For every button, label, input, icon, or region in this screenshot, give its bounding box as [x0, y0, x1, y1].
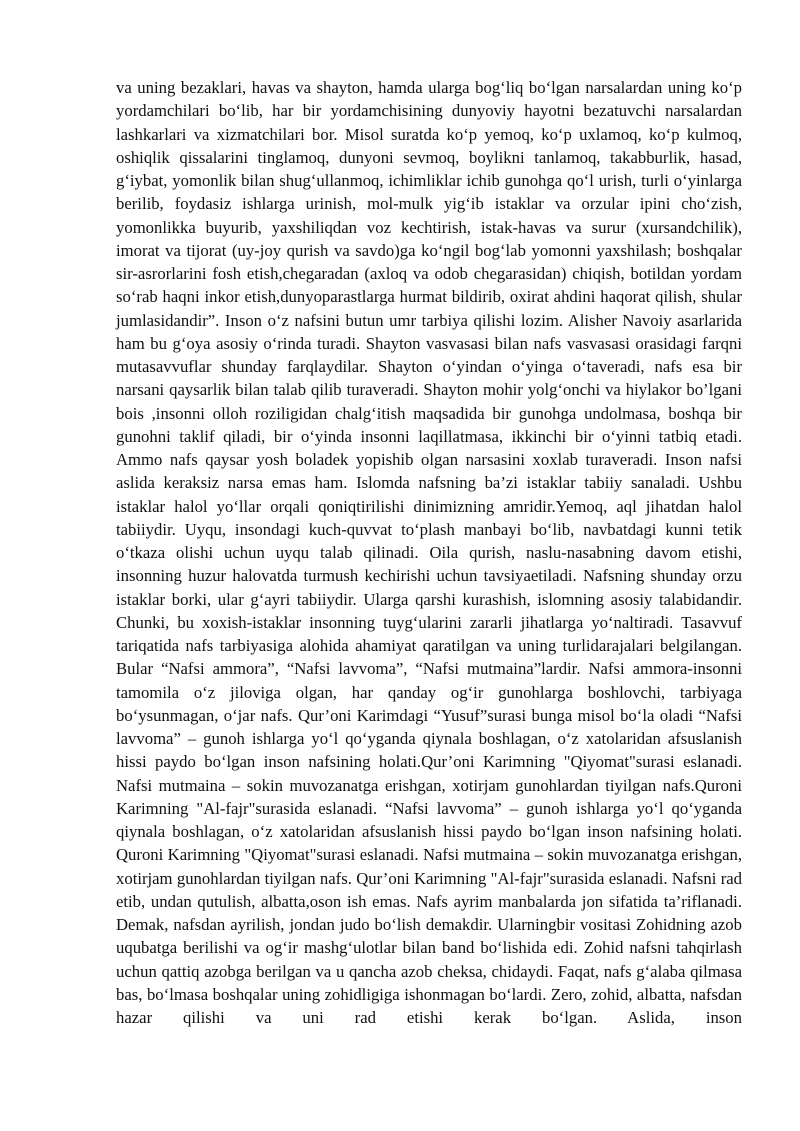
body-paragraph: va uning bezaklari, havas va shayton, hamda ularga bog‘liq bo‘lgan narsalardan uning ko‘p yordamchilari bo‘lib, har bir yordamchisining dunyoviy hayotni bezatuvchi narsalardan lashkarlari va xizmatchilari bor. Misol suratda ko‘p yemoq, ko‘p uxlamoq, ko‘p kulmoq, oshiqlik qissalarini tinglamoq, dunyoni sevmoq, boylikni tanlamoq, takabburlik, hasad, g‘iybat, yomonlik bilan shug‘ullanmoq, ichimliklar ichib gunohga qo‘l urish, turli o‘yinlarga berilib, foydasiz ishlarga urinish, mol-mulk yig‘ib istaklar va orzular ipini cho‘zish, yomonlikka buyurib, yaxshiliqdan voz kechtirish, istak-havas va surur (xursandchilik), imorat va tijorat (uy-joy qurish va savdo)ga ko‘ngil bog‘lab yomonni yaxshilash; boshqalar sir-asrorlarini fosh etish,chegaradan (axloq va odob chegarasidan) chiqish, botildan yordam so‘rab haqni inkor etish,dunyoparastlarga hurmat bildirib, oxirat ahdini haqorat qilish, shular jumlasidandir”. Inson o‘z nafsini butun umr tarbiya qilishi lozim. Alisher Navoiy asarlarida ham bu g‘oya asosiy o‘rinda turadi. Shayton vasvasasi bilan nafs vasvasasi orasidagi farqni mutasavvuflar shunday farqlaydilar. Shayton o‘yindan o‘yinga o‘taveradi, nafs esa bir narsani qaysarlik bilan talab qilib turaveradi. Shayton mohir yolg‘onchi va hiylakor bo’lgani bois ,insonni olloh roziligidan chalg‘itish maqsadida bir gunohga undolmasa, boshqa bir gunohni taklif qiladi, bir o‘yinda insonni laqillatmasa, ikkinchi bir o‘yinni tatbiq etadi. Ammo nafs qaysar yosh boladek yopishib olgan narsasini xoxlab turaveradi. Inson nafsi aslida keraksiz narsa emas ham. Islomda nafsning ba’zi istaklar tabiiy sanaladi. Ushbu istaklar halol yo‘llar orqali qoniqtirilishi dinimizning amridir.Yemoq, aql jihatdan halol tabiiydir. Uyqu, insondagi kuch-quvvat to‘plash manbayi bo‘lib, navbatdagi kunni tetik o‘tkaza olishi uchun uyqu talab qilinadi. Oila qurish, naslu-nasabning davom etishi, insonning huzur halovatda turmush kechirishi uchun tavsiyaetiladi. Nafsning shunday orzu istaklar borki, ular g‘ayri tabiiydir. Ularga qarshi kurashish, islomning asosiy talabidandir. Chunki, bu xoxish-istaklar insonning tuyg‘ularini zararli jihatlarga yo‘naltiradi. Tasavvuf tariqatida nafs tarbiyasiga alohida ahamiyat qaratilgan va uning turlidarajalari belgilangan. Bular “Nafsi ammora”, “Nafsi lavvoma”, “Nafsi mutmaina”lardir. Nafsi ammora-insonni tamomila o‘z jiloviga olgan, har qanday og‘ir gunohlarga boshlovchi, tarbiyaga bo‘ysunmagan, o‘jar nafs. Qur’oni Karimdagi “Yusuf”surasi bunga misol bo‘la oladi “Nafsi lavvoma” – gunoh ishlarga yo‘l qo‘yganda qiynala boshlagan, o‘z xatolaridan afsuslanish hissi paydo bo‘lgan inson nafsining holati.Qur’oni Karimning "Qiyomat"surasi eslanadi. Nafsi mutmaina – sokin muvozanatga erishgan, xotirjam gunohlardan tiyilgan nafs.Quroni Karimning "Al-fajr"surasida eslanadi. “Nafsi lavvoma” – gunoh ishlarga yo‘l qo‘yganda qiynala boshlagan, o‘z xatolaridan afsuslanish hissi paydo bo‘lgan inson nafsining holati. Quroni Karimning "Qiyomat"surasi eslanadi. Nafsi mutmaina – sokin muvozanatga erishgan, xotirjam gunohlardan tiyilgan nafs. Qur’oni Karimning "Al-fajr"surasida eslanadi. Nafsni rad etib, undan qutulish, albatta,oson ish emas. Nafs ayrim manbalarda jon sifatida ta’riflanadi. Demak, nafsdan ayrilish, jondan judo bo‘lish demakdir. Ularningbir vositasi Zohidning azob uqubatga berilishi va og‘ir mashg‘ulotlar bilan band bo‘lishida edi. Zohid nafsni tahqirlash uchun qattiq azobga berilgan va u qancha azob cheksa, chidaydi. Faqat, nafs g‘alaba qilmasa bas, bo‘lmasa boshqalar uning zohidligiga ishonmagan bo‘lardi. Zero, zohid, albatta, nafsdan hazar qilishi va uni rad etishi kerak bo‘lgan. Aslida, inson	[116, 78, 742, 1027]
